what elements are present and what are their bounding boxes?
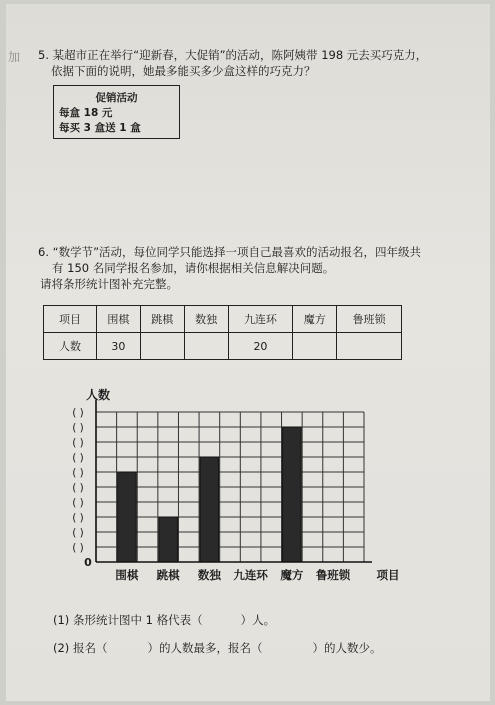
row-label-count: 人数 bbox=[44, 333, 97, 360]
sub-question-2-middle: ）的人数最多，报名（ bbox=[147, 641, 263, 655]
question-6-line-1: 6. “数学节”活动，每位同学只能选择一项自己最喜欢的活动报名，四年级共 bbox=[38, 245, 422, 259]
bar-0 bbox=[118, 472, 137, 562]
count-cell-jiulianhuan[interactable]: 20 bbox=[228, 333, 293, 360]
x-tick-label: 九连环 bbox=[233, 568, 268, 582]
header-cell-item: 项目 bbox=[44, 306, 97, 333]
header-cell-weiqi: 围棋 bbox=[97, 306, 141, 333]
y-tick-blank-5[interactable]: ( ) bbox=[72, 482, 84, 494]
y-tick-blank-1[interactable]: ( ) bbox=[72, 542, 84, 554]
x-tick-label: 鲁班锁 bbox=[315, 568, 351, 582]
count-cell-weiqi[interactable]: 30 bbox=[97, 333, 141, 360]
bar-4 bbox=[283, 427, 302, 562]
origin-label: 0 bbox=[84, 556, 92, 569]
x-tick-label: 跳棋 bbox=[156, 568, 180, 582]
question-5-line-1: 5. 某超市正在举行“迎新春，大促销”的活动，陈阿姨带 198 元去买巧克力， bbox=[38, 48, 428, 62]
header-cell-tiaoqi: 跳棋 bbox=[140, 306, 184, 333]
chart-bars bbox=[118, 427, 302, 562]
y-tick-blank-6[interactable]: ( ) bbox=[72, 467, 84, 479]
edge-mark: 加 bbox=[8, 50, 21, 64]
question-6-line-3: 请将条形统计图补充完整。 bbox=[40, 277, 178, 291]
sub-question-1-suffix: ）人。 bbox=[240, 613, 276, 627]
y-axis-title: 人数 bbox=[86, 388, 111, 402]
sub-question-2 bbox=[53, 640, 381, 656]
sub-question-2-suffix: ）的人数少。 bbox=[312, 641, 382, 655]
x-axis-title: 项目 bbox=[376, 568, 400, 582]
header-cell-lubansuo: 鲁班锁 bbox=[337, 306, 402, 333]
y-tick-blank-8[interactable]: ( ) bbox=[72, 437, 84, 449]
y-tick-blank-7[interactable]: ( ) bbox=[72, 452, 84, 464]
promotion-offer: 每买 3 盒送 1 盒 bbox=[59, 122, 141, 134]
header-cell-jiulianhuan: 九连环 bbox=[228, 306, 293, 333]
y-tick-blank-4[interactable]: ( ) bbox=[72, 497, 84, 509]
sub-question-2-prefix: (2) 报名（ bbox=[53, 641, 108, 655]
y-tick-blank-9[interactable]: ( ) bbox=[72, 422, 84, 434]
header-cell-shudu: 数独 bbox=[184, 306, 228, 333]
question-5-line-2: 依据下面的说明，她最多能买多少盒这样的巧克力？ bbox=[51, 64, 316, 78]
header-cell-mofang: 魔方 bbox=[293, 306, 337, 333]
y-tick-blank-10[interactable]: ( ) bbox=[72, 407, 84, 419]
y-tick-blank-2[interactable]: ( ) bbox=[72, 527, 84, 539]
bar-1 bbox=[159, 517, 178, 562]
promotion-price: 每盒 18 元 bbox=[59, 107, 113, 119]
x-tick-label: 数独 bbox=[197, 568, 221, 582]
promotion-title: 促销活动 bbox=[95, 92, 138, 104]
x-tick-label: 魔方 bbox=[280, 568, 304, 582]
bar-2 bbox=[200, 457, 219, 562]
x-tick-label: 围棋 bbox=[115, 568, 139, 582]
y-tick-blank-3[interactable]: ( ) bbox=[72, 512, 84, 524]
question-6-line-2: 有 150 名同学报名参加，请你根据相关信息解决问题。 bbox=[52, 261, 335, 275]
sub-question-1 bbox=[53, 612, 275, 628]
sub-question-1-prefix: (1) 条形统计图中 1 格代表（ bbox=[53, 613, 203, 627]
